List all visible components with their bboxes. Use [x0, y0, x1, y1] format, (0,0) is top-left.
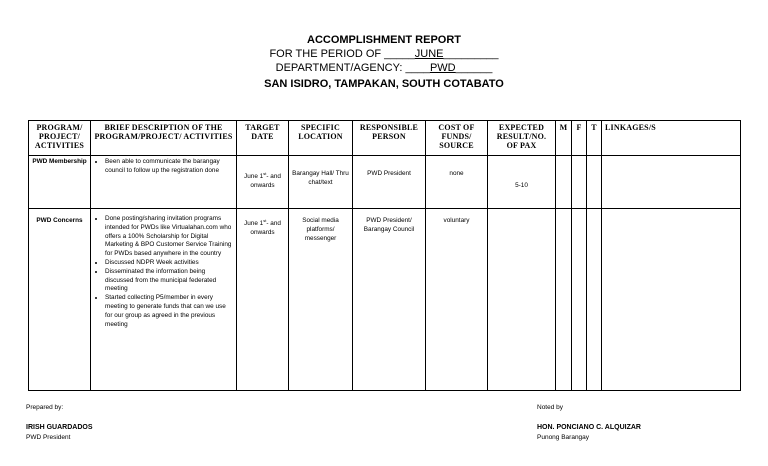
department-label: DEPARTMENT/AGENCY:	[275, 62, 406, 74]
header-m: M	[556, 121, 572, 156]
m-cell	[556, 156, 572, 209]
target-date-suffix: st	[263, 171, 267, 176]
period-line	[0, 47, 768, 61]
cost-cell: none	[426, 156, 488, 209]
report-title: ACCOMPLISHMENT REPORT	[307, 34, 461, 46]
period-underline-post: _________	[443, 48, 499, 60]
target-date-prefix: June 1	[244, 220, 264, 228]
expected-cell	[488, 209, 556, 391]
description-bullet: • Discussed NDPR Week activities	[105, 259, 233, 268]
department-value: PWD	[429, 62, 456, 74]
target-date-rest: - and onwards	[250, 220, 281, 236]
header-f: F	[572, 121, 587, 156]
table-header-row	[29, 121, 741, 156]
header-program: PROGRAM/ PROJECT/ ACTIVITIES	[29, 121, 91, 156]
header-responsible-person: RESPONSIBLE PERSON	[353, 121, 426, 156]
noted-by-name: HON. PONCIANO C. ALQUIZAR	[537, 424, 641, 431]
header-expected-result: EXPECTED RESULT/NO. OF PAX	[488, 121, 556, 156]
target-date-suffix: st	[263, 218, 267, 223]
description-bullet: • Done posting/sharing invitation programs intended for PWDs like Virtualahan.com who offers a 100% Scholarship for Digital Marketing & BPO Customer Service Training for PWDs based anywhere in the country	[105, 215, 233, 259]
f-cell	[572, 209, 587, 391]
description-list	[94, 158, 233, 176]
prepared-by-name: IRISH GUARDADOS	[26, 424, 93, 431]
m-cell	[556, 209, 572, 391]
header-location: SPECIFIC LOCATION	[289, 121, 353, 156]
description-cell	[91, 156, 237, 209]
accomplishment-table	[28, 120, 741, 391]
cost-cell: voluntary	[426, 209, 488, 391]
header-cost: COST OF FUNDS/ SOURCE	[426, 121, 488, 156]
target-date-rest: - and onwards	[250, 173, 281, 189]
header-description: BRIEF DESCRIPTION OF THE PROGRAM/PROJECT/ ACTIVITIES	[91, 121, 237, 156]
location-cell: Social media platforms/ messenger	[289, 209, 353, 391]
location-cell: Barangay Hall/ Thru chat/text	[289, 156, 353, 209]
table-row	[29, 209, 741, 391]
description-bullet: • Been able to communicate the barangay council to follow up the registration done	[105, 158, 233, 176]
location-line: SAN ISIDRO, TAMPAKAN, SOUTH COTABATO	[264, 78, 504, 90]
linkages-cell	[602, 209, 741, 391]
period-value: JUNE	[414, 48, 444, 60]
prepared-by-label: Prepared by:	[26, 404, 64, 411]
description-cell	[91, 209, 237, 391]
program-cell: PWD Membership	[29, 156, 91, 209]
person-cell: PWD President	[353, 156, 426, 209]
period-label: FOR THE PERIOD OF	[269, 48, 385, 60]
header-target-date: TARGET DATE	[237, 121, 289, 156]
expected-cell: 5-10	[488, 156, 556, 209]
description-bullet: • Started collecting P5/member in every meeting to generate funds that can we use for our group as agreed in the previous meeting	[105, 294, 233, 329]
target-date-cell	[237, 209, 289, 391]
target-date-cell	[237, 156, 289, 209]
header-t: T	[587, 121, 602, 156]
linkages-cell	[602, 156, 741, 209]
t-cell	[587, 209, 602, 391]
target-date-prefix: June 1	[244, 173, 264, 181]
noted-by-title: Punong Barangay	[537, 434, 590, 441]
f-cell	[572, 156, 587, 209]
person-cell: PWD President/ Barangay Council	[353, 209, 426, 391]
period-underline-pre: _____	[384, 48, 415, 60]
table-row	[29, 156, 741, 209]
department-line	[0, 61, 768, 75]
description-list	[94, 215, 233, 329]
noted-by-label: Noted by	[537, 404, 564, 411]
t-cell	[587, 156, 602, 209]
description-bullet: • Disseminated the information being discussed from the municipal federated meeting	[105, 268, 233, 294]
program-cell: PWD Concerns	[29, 209, 91, 391]
prepared-by-title: PWD President	[26, 434, 71, 441]
header-linkages: LINKAGES/S	[602, 121, 741, 156]
department-underline-pre: ____	[405, 62, 430, 74]
department-underline-post: ______	[455, 62, 493, 74]
